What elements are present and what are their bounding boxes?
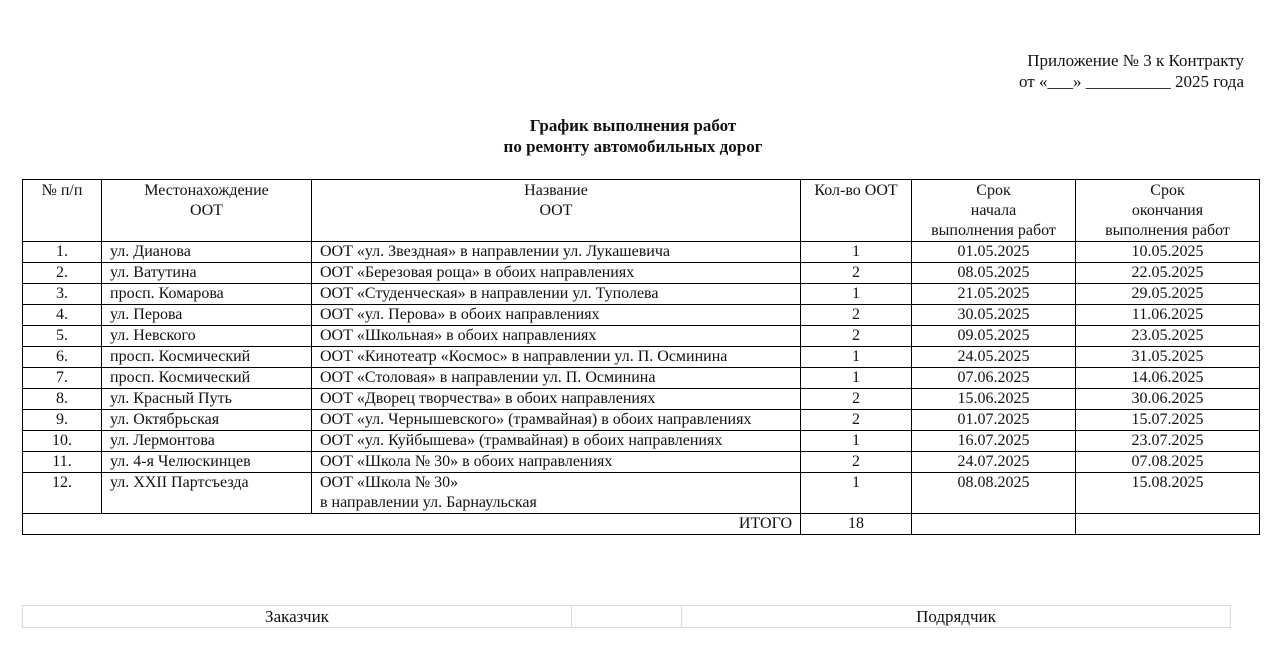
row-num: 1. bbox=[23, 242, 102, 263]
customer-label: Заказчик bbox=[23, 606, 572, 628]
row-num: 8. bbox=[23, 389, 102, 410]
total-label: ИТОГО bbox=[23, 514, 801, 535]
row-num: 9. bbox=[23, 410, 102, 431]
row-location: ул. Невского bbox=[102, 326, 312, 347]
row-name: ООТ «Дворец творчества» в обоих направлениях bbox=[312, 389, 801, 410]
signatures-table bbox=[22, 605, 1231, 628]
row-end: 15.08.2025 bbox=[1076, 473, 1260, 514]
row-end: 31.05.2025 bbox=[1076, 347, 1260, 368]
row-count: 2 bbox=[801, 326, 912, 347]
row-location: просп. Космический bbox=[102, 347, 312, 368]
table-row bbox=[23, 368, 1260, 389]
row-name: ООТ «Столовая» в направлении ул. П. Осминина bbox=[312, 368, 801, 389]
title-line-2: по ремонту автомобильных дорог bbox=[503, 137, 763, 156]
row-location: ул. XXII Партсъезда bbox=[102, 473, 312, 514]
row-name: ООТ «Кинотеатр «Космос» в направлении ул. П. Осминина bbox=[312, 347, 801, 368]
row-name: ООТ «Школа № 30» в обоих направлениях bbox=[312, 452, 801, 473]
row-name: ООТ «Студенческая» в направлении ул. Туполева bbox=[312, 284, 801, 305]
row-start: 08.08.2025 bbox=[912, 473, 1076, 514]
row-end: 23.05.2025 bbox=[1076, 326, 1260, 347]
contractor-label: Подрядчик bbox=[682, 606, 1231, 628]
row-num: 7. bbox=[23, 368, 102, 389]
row-location: просп. Космический bbox=[102, 368, 312, 389]
row-count: 2 bbox=[801, 410, 912, 431]
table-row bbox=[23, 389, 1260, 410]
row-num: 2. bbox=[23, 263, 102, 284]
row-num: 11. bbox=[23, 452, 102, 473]
row-count: 1 bbox=[801, 368, 912, 389]
row-location: ул. Октябрьская bbox=[102, 410, 312, 431]
row-name: ООТ «ул. Куйбышева» (трамвайная) в обоих направлениях bbox=[312, 431, 801, 452]
table-row bbox=[23, 431, 1260, 452]
row-start: 24.07.2025 bbox=[912, 452, 1076, 473]
total-row bbox=[23, 514, 1260, 535]
row-start: 08.05.2025 bbox=[912, 263, 1076, 284]
row-end: 22.05.2025 bbox=[1076, 263, 1260, 284]
row-start: 01.05.2025 bbox=[912, 242, 1076, 263]
row-start: 15.06.2025 bbox=[912, 389, 1076, 410]
row-location: ул. Ватутина bbox=[102, 263, 312, 284]
row-count: 1 bbox=[801, 242, 912, 263]
row-start: 07.06.2025 bbox=[912, 368, 1076, 389]
row-count: 2 bbox=[801, 305, 912, 326]
row-location: ул. 4-я Челюскинцев bbox=[102, 452, 312, 473]
row-end: 11.06.2025 bbox=[1076, 305, 1260, 326]
total-value: 18 bbox=[801, 514, 912, 535]
total-empty-start bbox=[912, 514, 1076, 535]
row-count: 1 bbox=[801, 473, 912, 514]
table-row bbox=[23, 452, 1260, 473]
row-end: 14.06.2025 bbox=[1076, 368, 1260, 389]
row-num: 5. bbox=[23, 326, 102, 347]
header-start: Срок начала выполнения работ bbox=[912, 180, 1076, 242]
row-count: 1 bbox=[801, 284, 912, 305]
row-num: 6. bbox=[23, 347, 102, 368]
row-location: просп. Комарова bbox=[102, 284, 312, 305]
row-name: ООТ «Школа № 30» в направлении ул. Барнаульская bbox=[312, 473, 801, 514]
header-num: № п/п bbox=[23, 180, 102, 242]
table-row bbox=[23, 305, 1260, 326]
row-count: 1 bbox=[801, 347, 912, 368]
header-name: Название ООТ bbox=[312, 180, 801, 242]
row-num: 12. bbox=[23, 473, 102, 514]
row-end: 30.06.2025 bbox=[1076, 389, 1260, 410]
row-count: 1 bbox=[801, 431, 912, 452]
document-title bbox=[0, 115, 1266, 157]
row-location: ул. Дианова bbox=[102, 242, 312, 263]
row-num: 4. bbox=[23, 305, 102, 326]
table-row bbox=[23, 284, 1260, 305]
appendix-line-1: Приложение № 3 к Контракту bbox=[1027, 51, 1244, 70]
row-name: ООТ «ул. Звездная» в направлении ул. Лукашевича bbox=[312, 242, 801, 263]
table-row bbox=[23, 326, 1260, 347]
title-line-1: График выполнения работ bbox=[529, 116, 737, 135]
table-row bbox=[23, 347, 1260, 368]
appendix-header bbox=[1019, 50, 1244, 92]
row-start: 21.05.2025 bbox=[912, 284, 1076, 305]
row-name: ООТ «ул. Перова» в обоих направлениях bbox=[312, 305, 801, 326]
row-num: 3. bbox=[23, 284, 102, 305]
row-name: ООТ «Школьная» в обоих направлениях bbox=[312, 326, 801, 347]
row-start: 16.07.2025 bbox=[912, 431, 1076, 452]
total-empty-end bbox=[1076, 514, 1260, 535]
header-row bbox=[23, 180, 1260, 242]
schedule-table bbox=[22, 179, 1260, 535]
row-end: 10.05.2025 bbox=[1076, 242, 1260, 263]
table-row bbox=[23, 263, 1260, 284]
signatures-spacer bbox=[572, 606, 682, 628]
row-end: 23.07.2025 bbox=[1076, 431, 1260, 452]
table-row bbox=[23, 242, 1260, 263]
table-row bbox=[23, 410, 1260, 431]
row-start: 24.05.2025 bbox=[912, 347, 1076, 368]
row-end: 15.07.2025 bbox=[1076, 410, 1260, 431]
row-start: 09.05.2025 bbox=[912, 326, 1076, 347]
header-count: Кол-во ООТ bbox=[801, 180, 912, 242]
row-end: 29.05.2025 bbox=[1076, 284, 1260, 305]
row-count: 2 bbox=[801, 263, 912, 284]
appendix-line-2: от «___» __________ 2025 года bbox=[1019, 72, 1244, 91]
header-location: Местонахождение ООТ bbox=[102, 180, 312, 242]
row-location: ул. Перова bbox=[102, 305, 312, 326]
row-count: 2 bbox=[801, 389, 912, 410]
table-row bbox=[23, 473, 1260, 514]
header-end: Срок окончания выполнения работ bbox=[1076, 180, 1260, 242]
row-end: 07.08.2025 bbox=[1076, 452, 1260, 473]
signatures-row bbox=[23, 606, 1231, 628]
row-name: ООТ «ул. Чернышевского» (трамвайная) в обоих направлениях bbox=[312, 410, 801, 431]
row-start: 30.05.2025 bbox=[912, 305, 1076, 326]
row-start: 01.07.2025 bbox=[912, 410, 1076, 431]
row-count: 2 bbox=[801, 452, 912, 473]
row-location: ул. Красный Путь bbox=[102, 389, 312, 410]
row-name: ООТ «Березовая роща» в обоих направлениях bbox=[312, 263, 801, 284]
row-location: ул. Лермонтова bbox=[102, 431, 312, 452]
row-num: 10. bbox=[23, 431, 102, 452]
